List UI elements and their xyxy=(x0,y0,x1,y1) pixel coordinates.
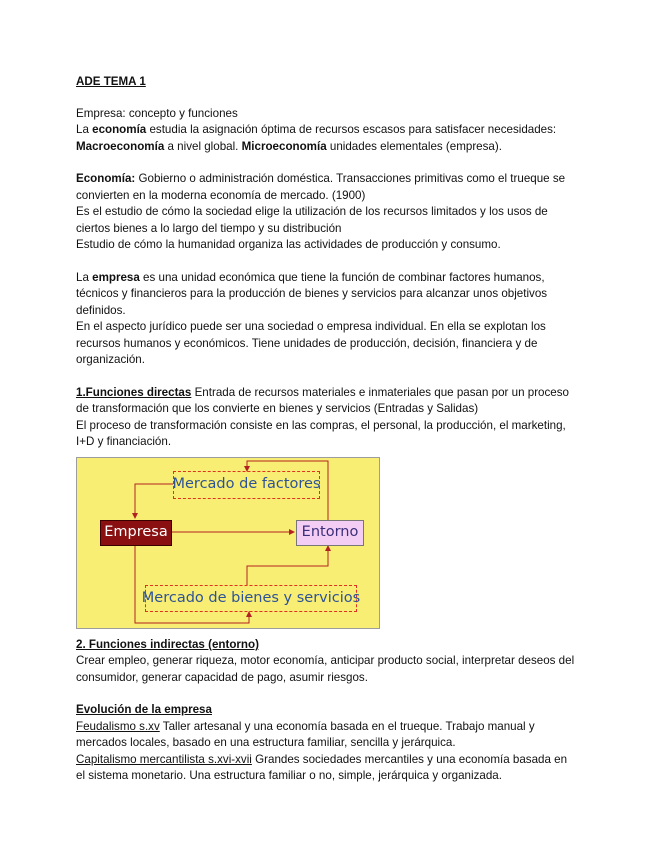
intro-macro-micro-line: Macroeconomía a nivel global. Microeconomía unidades elementales (empresa). xyxy=(76,139,502,153)
economia-definition-3: Estudio de cómo la humanidad organiza las actividades de producción y consumo. xyxy=(76,238,501,251)
funciones-diagram xyxy=(76,457,380,629)
evolucion-heading: Evolución de la empresa xyxy=(76,703,212,716)
economia-definition-2: Es el estudio de cómo la sociedad elige la utilización de los recursos limitados y los usos de ciertos bienes a lo largo del tiempo y su distribución xyxy=(76,205,548,235)
empresa-box: Empresa xyxy=(100,520,172,546)
capitalismo-paragraph: Capitalismo mercantilista s.xvi-xvii Grandes sociedades mercantiles y una economía basada en el sistema monetario. Una estructura familiar o no, simple, jerárquica y organizada. xyxy=(76,752,568,782)
arrow-factores-to-empresa xyxy=(135,484,173,518)
intro-economia-line: La economía estudia la asignación óptima de recursos escasos para satisfacer necesidades: xyxy=(76,123,557,136)
arrow-bienes-to-entorno xyxy=(247,546,328,585)
intro-subtitle: Empresa: concepto y funciones xyxy=(76,106,238,120)
document-title: ADE TEMA 1 xyxy=(76,75,146,88)
feudalismo-paragraph: Feudalismo s.xv Taller artesanal y una economía basada en el trueque. Trabajo manual y mercados locales, basado en una estructura familiar, sencilla y jerárquica. xyxy=(76,719,535,749)
mercado-bienes-box: Mercado de bienes y servicios xyxy=(145,585,357,612)
entorno-box: Entorno xyxy=(296,520,364,546)
funciones-directas-proceso: El proceso de transformación consiste en las compras, el personal, la producción, el marketing, I+D y financiación. xyxy=(76,418,566,448)
mercado-factores-box: Mercado de factores xyxy=(173,471,320,499)
economia-paragraph: Economía: Gobierno o administración doméstica. Transacciones primitivas como el trueque se convierten en la moderna economía de mercado. (1900) xyxy=(76,172,566,202)
empresa-juridico-paragraph: En el aspecto jurídico puede ser una sociedad o empresa individual. En ella se explotan los recursos humanos y económicos. Tiene unidades de producción, decisión, financiera y de organización. xyxy=(76,320,546,366)
empresa-paragraph: La empresa es una unidad económica que tiene la función de combinar factores humanos, técnicos y financieros para la producción de bienes y servicios para alcanzar unos objetivos definidos. xyxy=(76,270,548,317)
document-page xyxy=(76,74,576,785)
funciones-indirectas-text: Crear empleo, generar riqueza, motor economía, anticipar producto social, interpretar deseos del consumidor, generar capacidad de pago, asumir riesgos. xyxy=(76,654,575,684)
funciones-directas-paragraph: 1.Funciones directas Entrada de recursos materiales e inmateriales que pasan por un proceso de transformación que los convierte en bienes y servicios (Entradas y Salidas) xyxy=(76,385,569,415)
funciones-indirectas-heading: 2. Funciones indirectas (entorno) xyxy=(76,637,259,651)
